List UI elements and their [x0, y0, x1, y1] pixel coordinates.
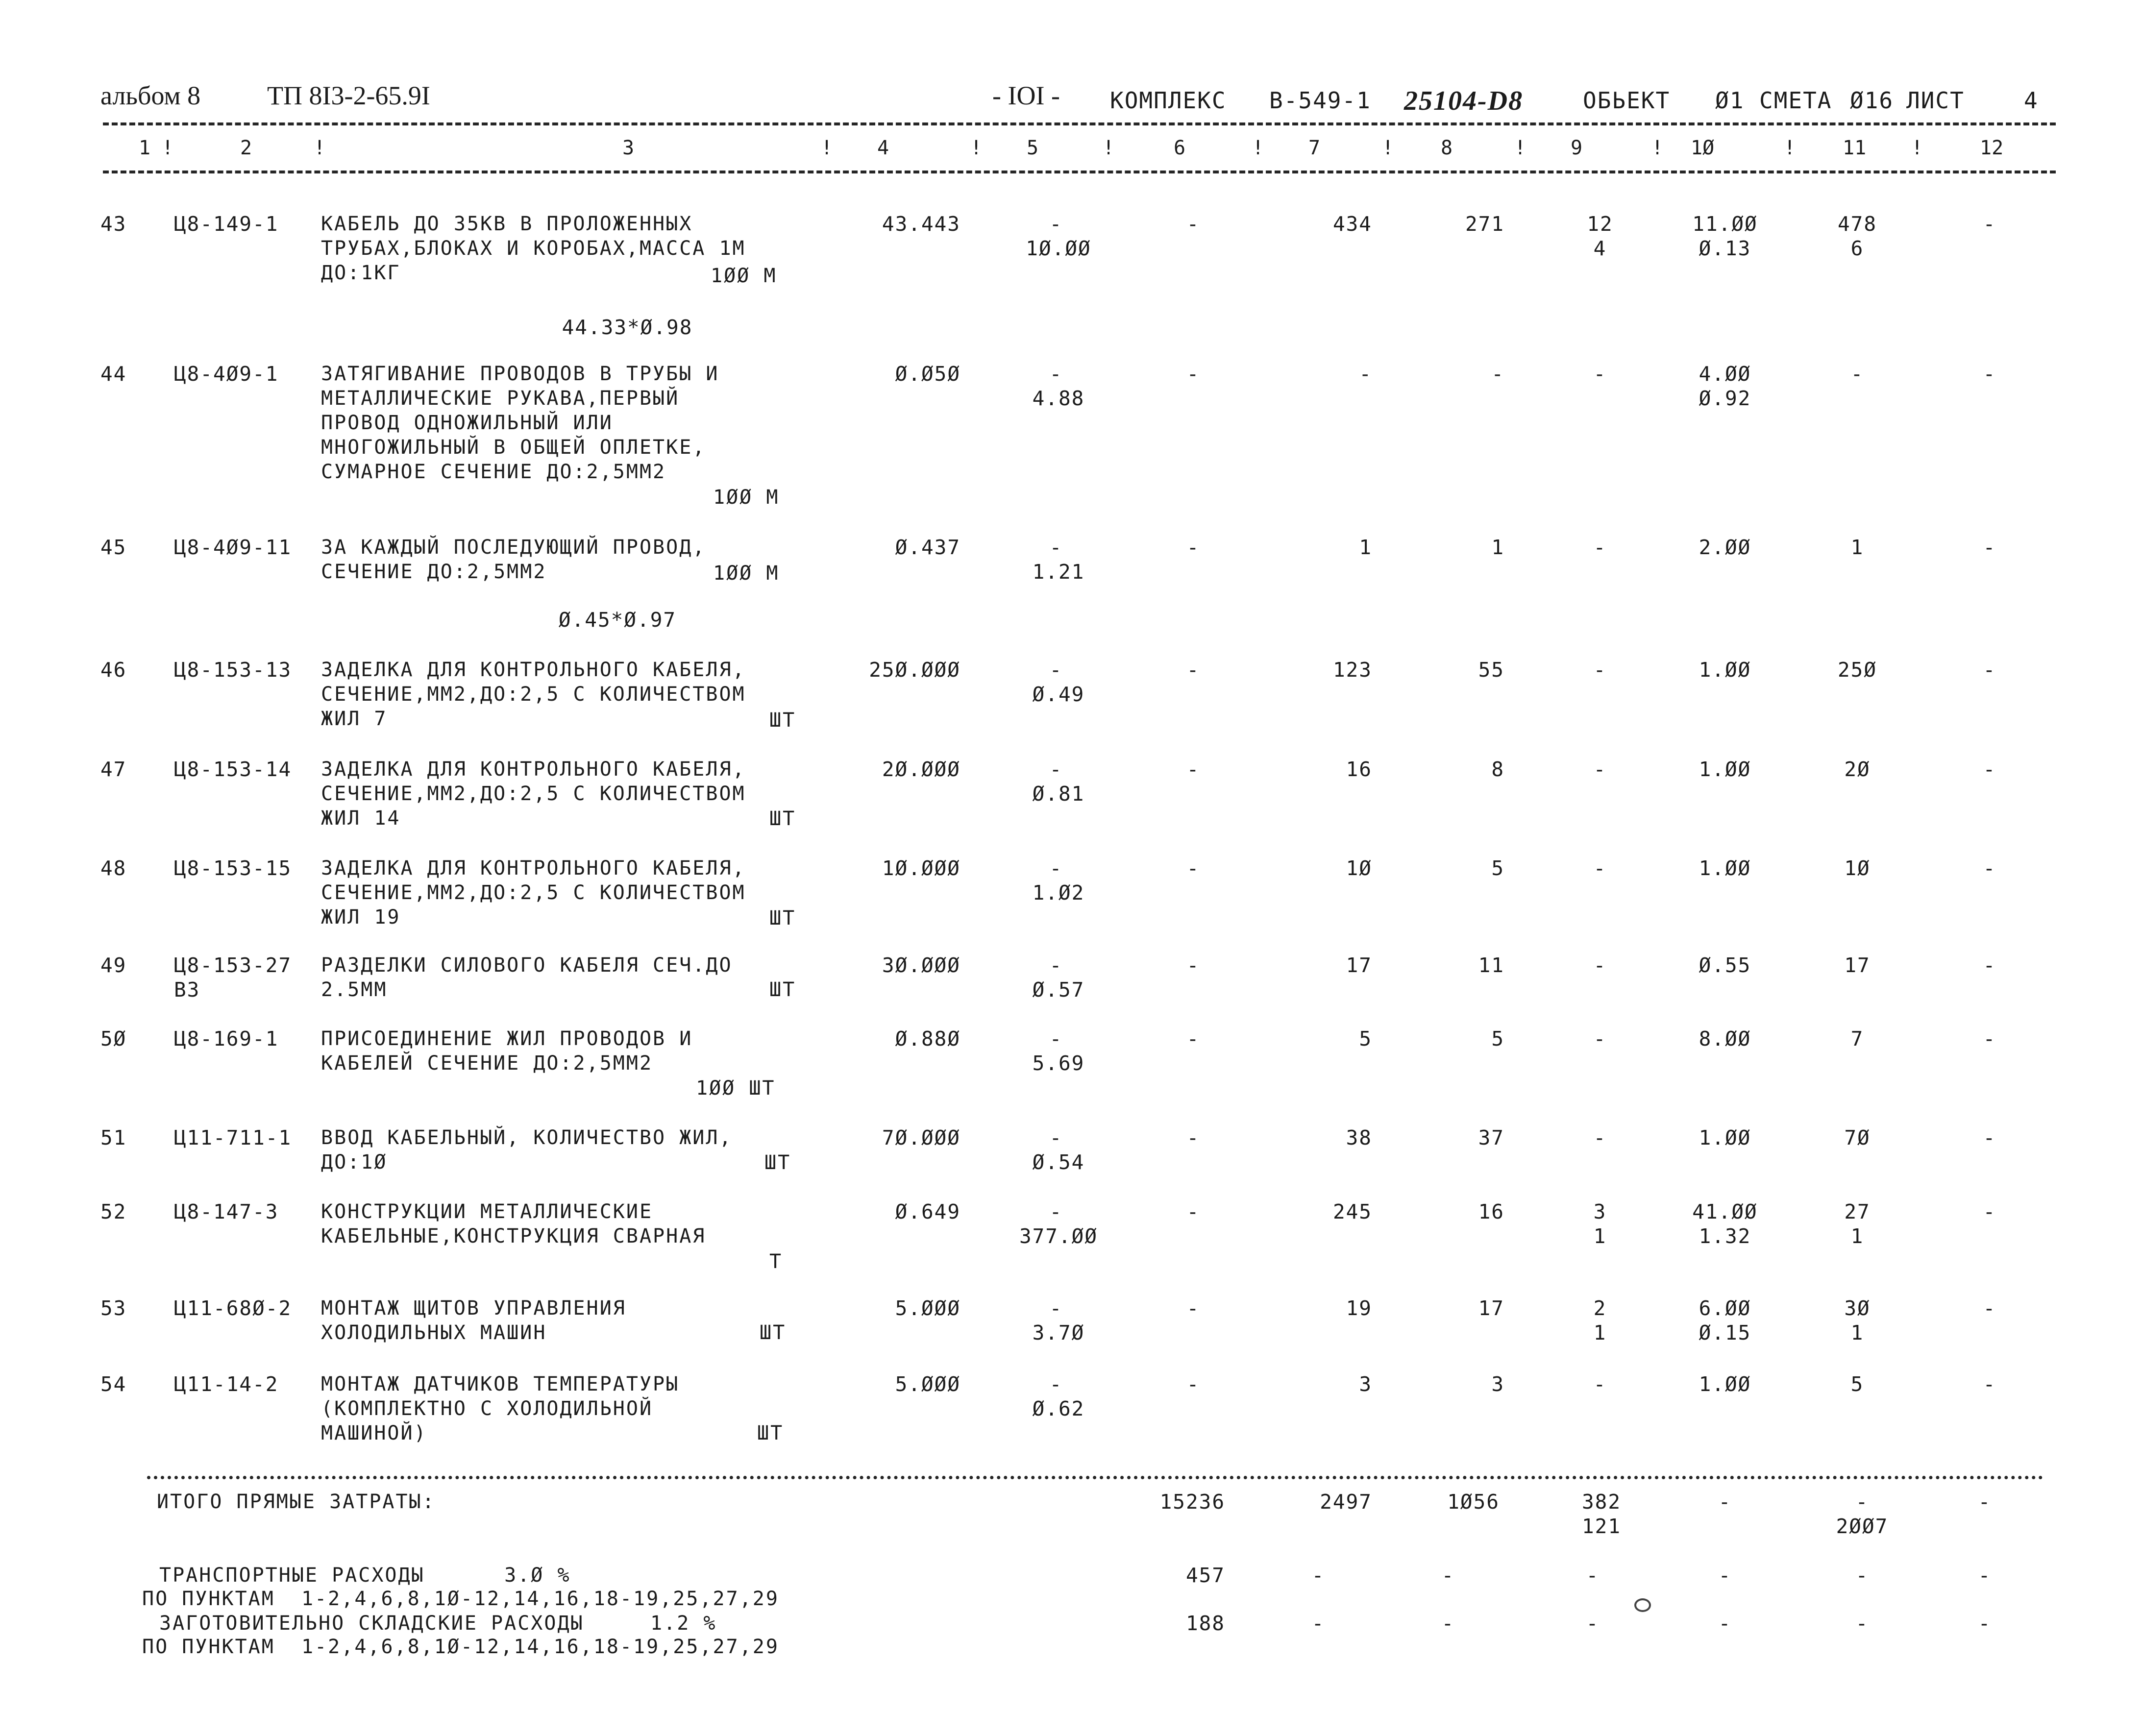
row-45-c11a: 1: [1850, 536, 1864, 559]
row-44-c9a: -: [1593, 362, 1607, 386]
row-54-desc: МОНТАЖ ДАТЧИКОВ ТЕМПЕРАТУРЫ (КОМПЛЕКТНО С ХОЛОДИЛЬНОЙ МАШИНОЙ): [321, 1373, 680, 1444]
row-47-c11a: 2Ø: [1844, 758, 1871, 781]
row-47-c7: 16: [1346, 758, 1372, 781]
page-number: - IOI -: [992, 81, 1060, 110]
row-51-code: Ц11-711-1: [174, 1126, 292, 1149]
row-48-c5a: -: [1049, 856, 1063, 880]
row-47-unit: ШТ: [769, 807, 796, 830]
row-49-c10a: Ø.55: [1699, 954, 1751, 977]
row-49-c12: -: [1983, 954, 1996, 977]
row-43-note: 44.33*Ø.98: [562, 316, 693, 339]
row-48-c9a: -: [1593, 856, 1607, 880]
row-54-n: 54: [100, 1372, 127, 1396]
row-49-c8: 11: [1478, 954, 1504, 977]
row-53-c7: 19: [1346, 1296, 1372, 1320]
row-46-c5a: -: [1049, 658, 1063, 682]
row-54-c5b: Ø.62: [1032, 1397, 1085, 1420]
row-44-c12: -: [1983, 362, 1996, 386]
row-43-c10b: Ø.13: [1699, 237, 1751, 260]
row-5Ø-unit: 1ØØ ШТ: [696, 1077, 776, 1100]
row-51-c9a: -: [1593, 1126, 1607, 1149]
row-51-qty: 7Ø.ØØØ: [882, 1126, 960, 1149]
row-52-unit: Т: [769, 1250, 783, 1273]
sheet-label: ЛИСТ: [1906, 87, 1965, 114]
sheet-number: 4: [2024, 87, 2039, 114]
row-53-c11b: 1: [1850, 1321, 1864, 1345]
direct-c9b: 121: [1582, 1515, 1622, 1538]
row-53-unit: ШТ: [760, 1321, 787, 1344]
column-number: 2: [240, 137, 252, 159]
handwritten-code: 25104-D8: [1404, 86, 1524, 116]
column-number: 7: [1308, 137, 1321, 159]
row-5Ø-c11a: 7: [1850, 1027, 1864, 1051]
row-46-unit: ШТ: [769, 709, 796, 732]
row-45-c6: -: [1186, 536, 1200, 559]
row-51-c11a: 7Ø: [1844, 1126, 1871, 1149]
column-separator: !: [821, 137, 833, 159]
row-5Ø-c6: -: [1186, 1027, 1200, 1051]
transport-points: ПО ПУНКТАМ 1-2,4,6,8,1Ø-12,14,16,18-19,25,27,29: [142, 1588, 779, 1610]
row-51-c5a: -: [1049, 1126, 1063, 1149]
column-separator: !: [1784, 137, 1796, 159]
header-rule-top: [103, 122, 2056, 125]
row-45-c9a: -: [1593, 536, 1607, 559]
row-44-code: Ц8-4Ø9-1: [174, 362, 279, 386]
storage-c9: -: [1586, 1612, 1600, 1635]
row-53-qty: 5.ØØØ: [895, 1296, 960, 1320]
row-53-c11a: 3Ø: [1844, 1296, 1871, 1320]
row-49-c7: 17: [1346, 954, 1372, 977]
row-45-c10a: 2.ØØ: [1699, 536, 1751, 559]
row-43-c10a: 11.ØØ: [1692, 212, 1758, 236]
row-46-c6: -: [1186, 658, 1200, 682]
row-54-unit: ШТ: [757, 1422, 784, 1444]
header-rule-bottom: [103, 171, 2056, 173]
column-separator: !: [314, 137, 326, 159]
row-54-c6: -: [1186, 1372, 1200, 1396]
row-44-c10b: Ø.92: [1699, 387, 1751, 410]
storage-points: ПО ПУНКТАМ 1-2,4,6,8,1Ø-12,14,16,18-19,25,27,29: [142, 1636, 779, 1658]
row-43-unit: 1ØØ М: [711, 265, 777, 287]
storage-c10: -: [1718, 1612, 1732, 1635]
row-46-c11a: 25Ø: [1837, 658, 1877, 682]
storage-label: ЗАГОТОВИТЕЛЬНО СКЛАДСКИЕ РАСХОДЫ 1.2 %: [159, 1612, 717, 1635]
row-45-qty: Ø.437: [895, 536, 960, 559]
scan-smudge-mark: [1634, 1598, 1651, 1612]
row-5Ø-c8: 5: [1491, 1027, 1504, 1051]
storage-c6: 188: [1185, 1612, 1225, 1635]
transport-c11: -: [1855, 1564, 1869, 1587]
row-54-c10a: 1.ØØ: [1699, 1372, 1751, 1396]
row-49-qty: 3Ø.ØØØ: [882, 954, 960, 977]
row-46-c8: 55: [1478, 658, 1504, 682]
complex-label: КОМПЛЕКС: [1110, 87, 1227, 114]
direct-c11b: 2ØØ7: [1836, 1515, 1889, 1538]
row-45-c7: 1: [1359, 536, 1372, 559]
row-44-c7: -: [1359, 362, 1372, 386]
row-43-c8: 271: [1465, 212, 1504, 236]
row-49-c9a: -: [1593, 954, 1607, 977]
direct-c9a: 382: [1582, 1490, 1622, 1514]
row-47-c5a: -: [1049, 758, 1063, 781]
row-5Ø-code: Ц8-169-1: [174, 1027, 279, 1051]
column-number: 11: [1843, 137, 1867, 159]
row-49-c6: -: [1186, 954, 1200, 977]
row-53-c10a: 6.ØØ: [1699, 1296, 1751, 1320]
row-46-c10a: 1.ØØ: [1699, 658, 1751, 682]
complex-code: В-549-1: [1269, 87, 1371, 114]
storage-c8: -: [1441, 1612, 1455, 1635]
row-54-c12: -: [1983, 1372, 1996, 1396]
transport-c9: -: [1586, 1564, 1600, 1587]
row-46-desc: ЗАДЕЛКА ДЛЯ КОНТРОЛЬНОГО КАБЕЛЯ, СЕЧЕНИЕ,ММ2,ДО:2,5 С КОЛИЧЕСТВОМ ЖИЛ 7: [321, 659, 746, 730]
row-45-c5b: 1.21: [1032, 560, 1085, 584]
row-49-unit: ШТ: [769, 978, 796, 1001]
row-44-c5b: 4.88: [1032, 387, 1085, 410]
row-5Ø-c10a: 8.ØØ: [1699, 1027, 1751, 1051]
row-43-c7: 434: [1332, 212, 1372, 236]
row-43-c11a: 478: [1837, 212, 1877, 236]
row-45-n: 45: [100, 536, 127, 559]
row-53-c12: -: [1983, 1296, 1996, 1320]
row-53-c5a: -: [1049, 1296, 1063, 1320]
row-49-n: 49: [100, 954, 127, 977]
row-43-desc: КАБЕЛЬ ДО 35КВ В ПРОЛОЖЕННЫХ ТРУБАХ,БЛОКАХ И КОРОБАХ,МАССА 1М ДО:1КГ: [321, 213, 746, 284]
row-47-c5b: Ø.81: [1032, 782, 1085, 806]
row-43-c5a: -: [1049, 212, 1063, 236]
row-52-c10b: 1.32: [1699, 1224, 1751, 1248]
row-48-c12: -: [1983, 856, 1996, 880]
row-48-c7: 1Ø: [1346, 856, 1372, 880]
row-52-qty: Ø.649: [895, 1200, 960, 1223]
column-number: 4: [877, 137, 889, 159]
row-52-c9a: 3: [1593, 1200, 1607, 1223]
column-separator: !: [162, 137, 174, 159]
row-47-n: 47: [100, 758, 127, 781]
row-52-c5b: 377.ØØ: [1019, 1224, 1098, 1248]
column-number: 6: [1174, 137, 1186, 159]
column-number: 9: [1571, 137, 1583, 159]
row-47-c12: -: [1983, 758, 1996, 781]
transport-c7: -: [1311, 1564, 1325, 1587]
row-52-c6: -: [1186, 1200, 1200, 1223]
estimate-number: Ø16: [1850, 87, 1894, 114]
row-47-qty: 2Ø.ØØØ: [882, 758, 960, 781]
row-46-c9a: -: [1593, 658, 1607, 682]
row-46-c7: 123: [1332, 658, 1372, 682]
row-48-c11a: 1Ø: [1844, 856, 1871, 880]
column-separator: !: [1252, 137, 1264, 159]
row-54-c7: 3: [1359, 1372, 1372, 1396]
row-5Ø-c5b: 5.69: [1032, 1051, 1085, 1075]
row-43-n: 43: [100, 212, 127, 236]
row-52-desc: КОНСТРУКЦИИ МЕТАЛЛИЧЕСКИЕ КАБЕЛЬНЫЕ,КОНСТРУКЦИЯ СВАРНАЯ: [321, 1200, 706, 1247]
row-51-desc: ВВОД КАБЕЛЬНЫЙ, КОЛИЧЕСТВО ЖИЛ, ДО:1Ø: [321, 1126, 733, 1174]
direct-c6: 15236: [1159, 1490, 1225, 1514]
row-48-c10a: 1.ØØ: [1699, 856, 1751, 880]
row-5Ø-n: 5Ø: [100, 1027, 127, 1051]
row-46-n: 46: [100, 658, 127, 682]
storage-c7: -: [1311, 1612, 1325, 1635]
direct-c10: -: [1718, 1490, 1732, 1514]
row-49-desc: РАЗДЕЛКИ СИЛОВОГО КАБЕЛЯ СЕЧ.ДО 2.5ММ: [321, 954, 733, 1001]
row-54-c11a: 5: [1850, 1372, 1864, 1396]
row-46-c12: -: [1983, 658, 1996, 682]
row-5Ø-qty: Ø.88Ø: [895, 1027, 960, 1051]
project-code: ТП 8I3-2-65.9I: [267, 81, 430, 110]
row-46-c5b: Ø.49: [1032, 683, 1085, 706]
row-45-c5a: -: [1049, 536, 1063, 559]
row-45-c12: -: [1983, 536, 1996, 559]
direct-c12: -: [1978, 1490, 1992, 1514]
row-47-c10a: 1.ØØ: [1699, 758, 1751, 781]
row-44-c8: -: [1491, 362, 1504, 386]
row-47-c6: -: [1186, 758, 1200, 781]
column-number: 3: [622, 137, 635, 159]
row-44-c5a: -: [1049, 362, 1063, 386]
row-45-unit: 1ØØ М: [713, 562, 780, 585]
row-52-code: Ц8-147-3: [174, 1200, 279, 1223]
row-44-unit: 1ØØ М: [713, 486, 780, 509]
row-44-n: 44: [100, 362, 127, 386]
row-53-c9b: 1: [1593, 1321, 1607, 1345]
row-49-c5b: Ø.57: [1032, 978, 1085, 1002]
storage-c12: -: [1978, 1612, 1992, 1635]
row-48-n: 48: [100, 856, 127, 880]
transport-c6: 457: [1185, 1564, 1225, 1587]
row-5Ø-c7: 5: [1359, 1027, 1372, 1051]
row-43-c9a: 12: [1587, 212, 1613, 236]
row-54-c8: 3: [1491, 1372, 1504, 1396]
column-number: 1Ø: [1691, 137, 1715, 159]
row-52-c7: 245: [1332, 1200, 1372, 1223]
column-number: 8: [1441, 137, 1453, 159]
row-43-qty: 43.443: [882, 212, 960, 236]
column-number: 12: [1980, 137, 2004, 159]
column-separator: !: [970, 137, 983, 159]
row-45-code: Ц8-4Ø9-11: [174, 536, 292, 559]
row-5Ø-c12: -: [1983, 1027, 1996, 1051]
row-53-c8: 17: [1478, 1296, 1504, 1320]
row-49-code: Ц8-153-27 В3: [174, 954, 292, 1002]
row-53-c5b: 3.7Ø: [1032, 1321, 1085, 1345]
row-51-unit: ШТ: [764, 1151, 791, 1174]
transport-c12: -: [1978, 1564, 1992, 1587]
column-number: 1: [139, 137, 151, 159]
transport-c8: -: [1441, 1564, 1455, 1587]
row-45-note: Ø.45*Ø.97: [558, 608, 677, 632]
row-44-c6: -: [1186, 362, 1200, 386]
row-52-c10a: 41.ØØ: [1692, 1200, 1758, 1223]
totals-rule: [147, 1476, 2044, 1479]
object-number: Ø1: [1715, 87, 1745, 114]
row-46-code: Ц8-153-13: [174, 658, 292, 682]
row-48-c5b: 1.Ø2: [1032, 881, 1085, 905]
direct-c8: 1Ø56: [1447, 1490, 1500, 1514]
row-43-c9b: 4: [1593, 237, 1607, 260]
row-51-c7: 38: [1346, 1126, 1372, 1149]
row-47-c9a: -: [1593, 758, 1607, 781]
row-51-c12: -: [1983, 1126, 1996, 1149]
row-48-c6: -: [1186, 856, 1200, 880]
row-43-c11b: 6: [1850, 237, 1864, 260]
row-51-c6: -: [1186, 1126, 1200, 1149]
row-52-n: 52: [100, 1200, 127, 1223]
row-44-c11a: -: [1850, 362, 1864, 386]
row-47-code: Ц8-153-14: [174, 758, 292, 781]
column-number: 5: [1027, 137, 1039, 159]
transport-c10: -: [1718, 1564, 1732, 1587]
row-44-qty: Ø.Ø5Ø: [895, 362, 960, 386]
column-separator: !: [1103, 137, 1115, 159]
row-5Ø-c5a: -: [1049, 1027, 1063, 1051]
row-48-unit: ШТ: [769, 907, 796, 929]
row-44-desc: ЗАТЯГИВАНИЕ ПРОВОДОВ В ТРУБЫ И МЕТАЛЛИЧЕСКИЕ РУКАВА,ПЕРВЫЙ ПРОВОД ОДНОЖИЛЬНЫЙ ИЛИ МНОГОЖИЛЬНЫЙ В ОБЩЕЙ ОПЛЕТКЕ, СУМАРНОЕ СЕЧЕНИЕ ДО:2,5ММ2: [321, 363, 719, 483]
row-45-desc: ЗА КАЖДЫЙ ПОСЛЕДУЮЩИЙ ПРОВОД, СЕЧЕНИЕ ДО:2,5ММ2: [321, 536, 706, 583]
row-51-n: 51: [100, 1126, 127, 1149]
row-48-code: Ц8-153-15: [174, 856, 292, 880]
row-52-c9b: 1: [1593, 1224, 1607, 1248]
row-43-c12: -: [1983, 212, 1996, 236]
row-47-desc: ЗАДЕЛКА ДЛЯ КОНТРОЛЬНОГО КАБЕЛЯ, СЕЧЕНИЕ,ММ2,ДО:2,5 С КОЛИЧЕСТВОМ ЖИЛ 14: [321, 758, 746, 830]
row-52-c12: -: [1983, 1200, 1996, 1223]
estimate-label: СМЕТА: [1759, 87, 1832, 114]
row-48-qty: 1Ø.ØØØ: [882, 856, 960, 880]
column-separator: !: [1911, 137, 1923, 159]
direct-c11a: -: [1855, 1490, 1869, 1514]
row-52-c8: 16: [1478, 1200, 1504, 1223]
row-53-desc: МОНТАЖ ЩИТОВ УПРАВЛЕНИЯ ХОЛОДИЛЬНЫХ МАШИН: [321, 1297, 626, 1344]
row-48-c8: 5: [1491, 856, 1504, 880]
row-51-c8: 37: [1478, 1126, 1504, 1149]
row-53-c10b: Ø.15: [1699, 1321, 1751, 1345]
row-43-c5b: 1Ø.ØØ: [1026, 237, 1091, 260]
row-54-code: Ц11-14-2: [174, 1372, 279, 1396]
row-46-qty: 25Ø.ØØØ: [869, 658, 960, 682]
row-48-desc: ЗАДЕЛКА ДЛЯ КОНТРОЛЬНОГО КАБЕЛЯ, СЕЧЕНИЕ,ММ2,ДО:2,5 С КОЛИЧЕСТВОМ ЖИЛ 19: [321, 857, 746, 929]
row-5Ø-desc: ПРИСОЕДИНЕНИЕ ЖИЛ ПРОВОДОВ И КАБЕЛЕЙ СЕЧЕНИЕ ДО:2,5ММ2: [321, 1027, 693, 1075]
row-45-c8: 1: [1491, 536, 1504, 559]
row-54-c5a: -: [1049, 1372, 1063, 1396]
row-53-n: 53: [100, 1296, 127, 1320]
column-separator: !: [1382, 137, 1394, 159]
row-44-c10a: 4.ØØ: [1699, 362, 1751, 386]
row-43-c6: -: [1186, 212, 1200, 236]
row-51-c5b: Ø.54: [1032, 1150, 1085, 1174]
row-52-c5a: -: [1049, 1200, 1063, 1223]
row-52-c11b: 1: [1850, 1224, 1864, 1248]
album-label: альбом 8: [100, 81, 201, 110]
row-43-code: Ц8-149-1: [174, 212, 279, 236]
storage-c11: -: [1855, 1612, 1869, 1635]
row-53-c6: -: [1186, 1296, 1200, 1320]
row-49-c5a: -: [1049, 954, 1063, 977]
transport-label: ТРАНСПОРТНЫЕ РАСХОДЫ 3.Ø %: [159, 1564, 571, 1587]
row-52-c11a: 27: [1844, 1200, 1871, 1223]
column-separator: !: [1514, 137, 1526, 159]
object-label: ОБЬЕКТ: [1583, 87, 1671, 114]
row-5Ø-c9a: -: [1593, 1027, 1607, 1051]
direct-costs-label: ИТОГО ПРЯМЫЕ ЗАТРАТЫ:: [157, 1491, 436, 1513]
row-51-c10a: 1.ØØ: [1699, 1126, 1751, 1149]
column-separator: !: [1651, 137, 1664, 159]
row-49-c11a: 17: [1844, 954, 1871, 977]
row-54-c9a: -: [1593, 1372, 1607, 1396]
row-53-code: Ц11-68Ø-2: [174, 1296, 292, 1320]
row-47-c8: 8: [1491, 758, 1504, 781]
row-53-c9a: 2: [1593, 1296, 1607, 1320]
row-54-qty: 5.ØØØ: [895, 1372, 960, 1396]
direct-c7: 2497: [1320, 1490, 1372, 1514]
